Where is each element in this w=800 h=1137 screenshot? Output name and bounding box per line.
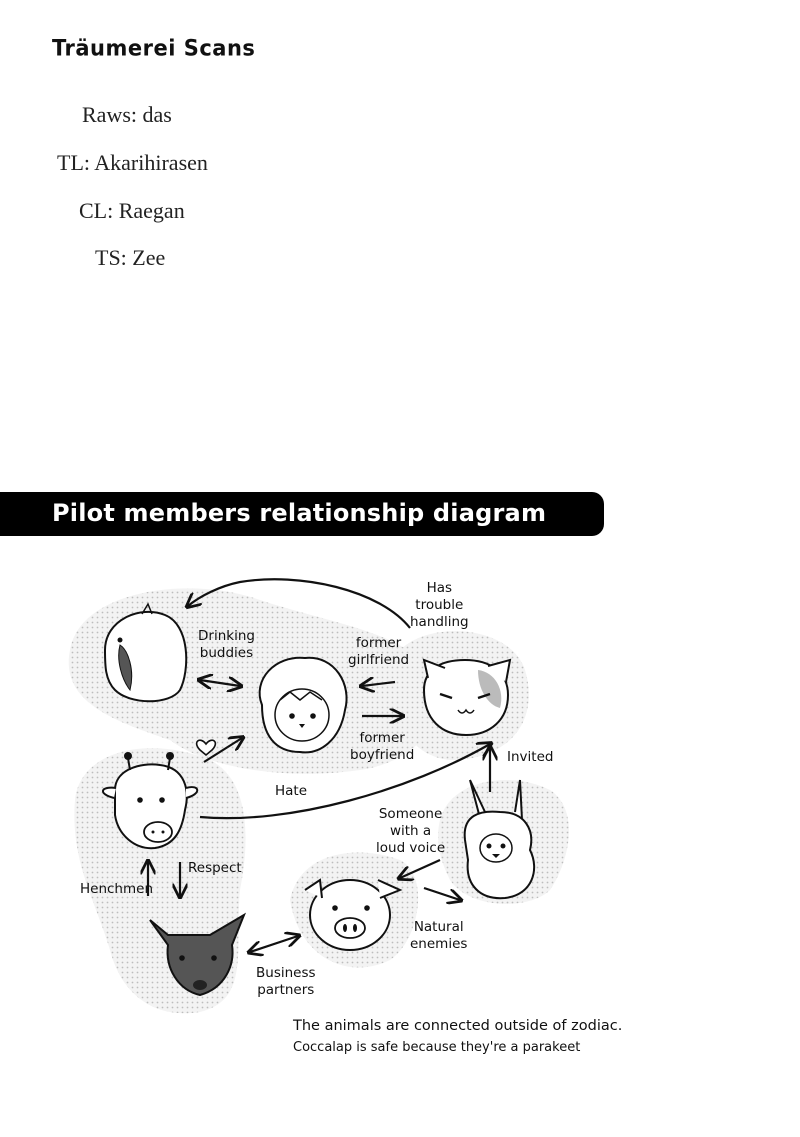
label-former-boyfriend: former boyfriend	[350, 730, 415, 763]
credit-ts: TS: Zee	[95, 245, 166, 270]
credit-cl: CL: Raegan	[79, 198, 185, 223]
label-invited: Invited	[507, 749, 554, 765]
credit-tl: TL: Akarihirasen	[57, 150, 208, 175]
label-loud-voice: Someone with a loud voice	[376, 806, 446, 856]
label-natural-enemies: Natural enemies	[410, 919, 468, 952]
label-respect: Respect	[188, 860, 242, 876]
lion-icon	[260, 658, 347, 753]
label-former-girlfriend: former girlfriend	[348, 635, 410, 668]
label-hate: Hate	[275, 783, 308, 799]
credit-raws: Raws: das	[82, 102, 172, 127]
label-drinking-buddies: Drinking buddies	[198, 628, 255, 661]
label-business-partners: Business partners	[256, 965, 316, 998]
caption-coccalap: Coccalap is safe because they're a parakeet	[293, 1040, 581, 1055]
cat-icon	[424, 660, 510, 735]
diagram-title-banner	[0, 492, 604, 536]
diagram-title: Pilot members relationship diagram	[52, 499, 547, 527]
label-has-trouble-handling: Has trouble handling	[410, 580, 469, 630]
caption-outside-zodiac: The animals are connected outside of zodiac.	[293, 1018, 623, 1034]
relationship-diagram	[0, 560, 800, 1020]
label-henchmen: Henchmen	[80, 881, 154, 897]
scanlation-group-title: Träumerei Scans	[52, 35, 256, 61]
